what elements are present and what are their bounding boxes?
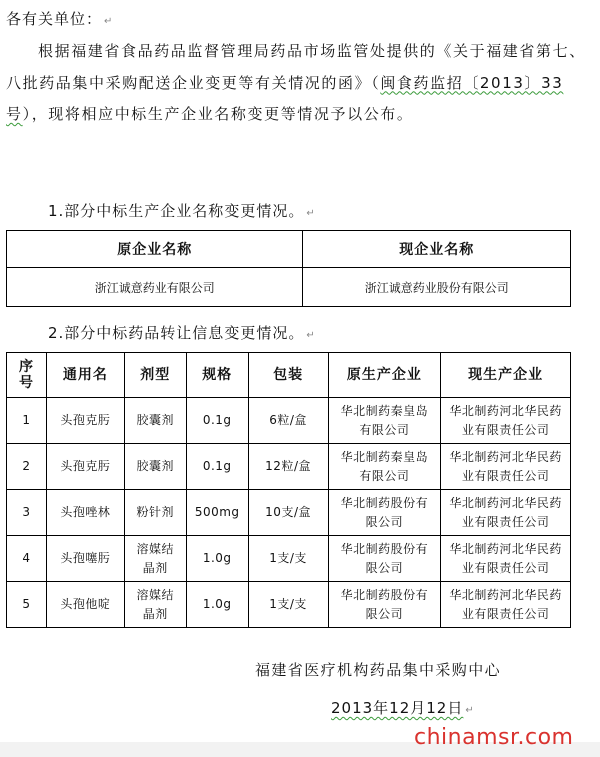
table-cell: 1支/支 (248, 536, 328, 582)
table-row (7, 268, 571, 307)
table-row (7, 490, 571, 536)
intro-text: 根据福建省食品药品监督管理局药品市场监管处提供的《关于福建省第七、八批药品集中采购配送企业变更等有关情况的函》（ (6, 42, 586, 92)
column-header: 剂型 (124, 353, 186, 398)
table-cell: 12粒/盒 (248, 444, 328, 490)
table-cell: 2 (7, 444, 47, 490)
table-cell: 500mg (186, 490, 248, 536)
table-cell: 胶囊剂 (124, 444, 186, 490)
table-cell: 1 (7, 398, 47, 444)
column-header: 序号 (7, 353, 47, 398)
table-cell: 3 (7, 490, 47, 536)
salutation: 各有关单位： ↵ (6, 10, 114, 28)
column-header: 现生产企业 (441, 353, 571, 398)
column-header: 现企业名称 (303, 231, 571, 268)
table-cell: 6粒/盒 (248, 398, 328, 444)
table-cell: 头孢他啶 (46, 582, 124, 628)
intro-paragraph (6, 36, 588, 131)
table-cell: 1.0g (186, 582, 248, 628)
paragraph-mark: ↵ (104, 16, 114, 27)
column-header: 包装 (248, 353, 328, 398)
table-cell: 10支/盒 (248, 490, 328, 536)
table-cell: 头孢克肟 (46, 398, 124, 444)
table-cell: 华北制药股份有限公司 (328, 490, 441, 536)
section-2-heading: 2.部分中标药品转让信息变更情况。 ↵ (48, 324, 316, 342)
table-cell: 华北制药秦皇岛有限公司 (328, 398, 441, 444)
table-cell: 华北制药河北华民药业有限责任公司 (441, 398, 571, 444)
table-cell: 华北制药河北华民药业有限责任公司 (441, 582, 571, 628)
table-cell: 粉针剂 (124, 490, 186, 536)
issuing-organization: 福建省医疗机构药品集中采购中心 (255, 661, 502, 679)
column-header: 通用名 (46, 353, 124, 398)
column-header: 原企业名称 (7, 231, 303, 268)
drug-transfer-table (6, 352, 571, 628)
table-cell: 4 (7, 536, 47, 582)
table-cell: 溶媒结晶剂 (124, 582, 186, 628)
table-cell: 浙江诚意药业有限公司 (7, 268, 303, 307)
table-cell: 头孢唑林 (46, 490, 124, 536)
table-cell: 1支/支 (248, 582, 328, 628)
table-cell: 0.1g (186, 398, 248, 444)
table-row (7, 536, 571, 582)
intro-end-text: ），现将相应中标生产企业名称变更等情况予以公布。 (22, 105, 414, 123)
table-cell: 5 (7, 582, 47, 628)
table-cell: 华北制药河北华民药业有限责任公司 (441, 490, 571, 536)
table-header-row (7, 231, 571, 268)
table-row (7, 398, 571, 444)
table-row (7, 444, 571, 490)
table-cell: 1.0g (186, 536, 248, 582)
section-1-heading: 1.部分中标生产企业名称变更情况。 ↵ (48, 202, 316, 220)
table-cell: 溶媒结晶剂 (124, 536, 186, 582)
site-watermark: chinamsr.com (414, 725, 574, 750)
table-cell: 华北制药河北华民药业有限责任公司 (441, 444, 571, 490)
table-cell: 华北制药秦皇岛有限公司 (328, 444, 441, 490)
table-cell: 浙江诚意药业股份有限公司 (303, 268, 571, 307)
table-cell: 头孢克肟 (46, 444, 124, 490)
table-cell: 头孢噻肟 (46, 536, 124, 582)
issue-date: 2013年12月12日 ↵ (331, 699, 475, 717)
table-row (7, 582, 571, 628)
table-header-row (7, 353, 571, 398)
table-cell: 华北制药河北华民药业有限责任公司 (441, 536, 571, 582)
column-header: 规格 (186, 353, 248, 398)
table-cell: 0.1g (186, 444, 248, 490)
column-header: 原生产企业 (328, 353, 441, 398)
table-cell: 胶囊剂 (124, 398, 186, 444)
document-number: 闽食药监招〔2013〕33号 (6, 73, 564, 123)
table-cell: 华北制药股份有限公司 (328, 582, 441, 628)
table-cell: 华北制药股份有限公司 (328, 536, 441, 582)
company-name-change-table (6, 230, 571, 307)
